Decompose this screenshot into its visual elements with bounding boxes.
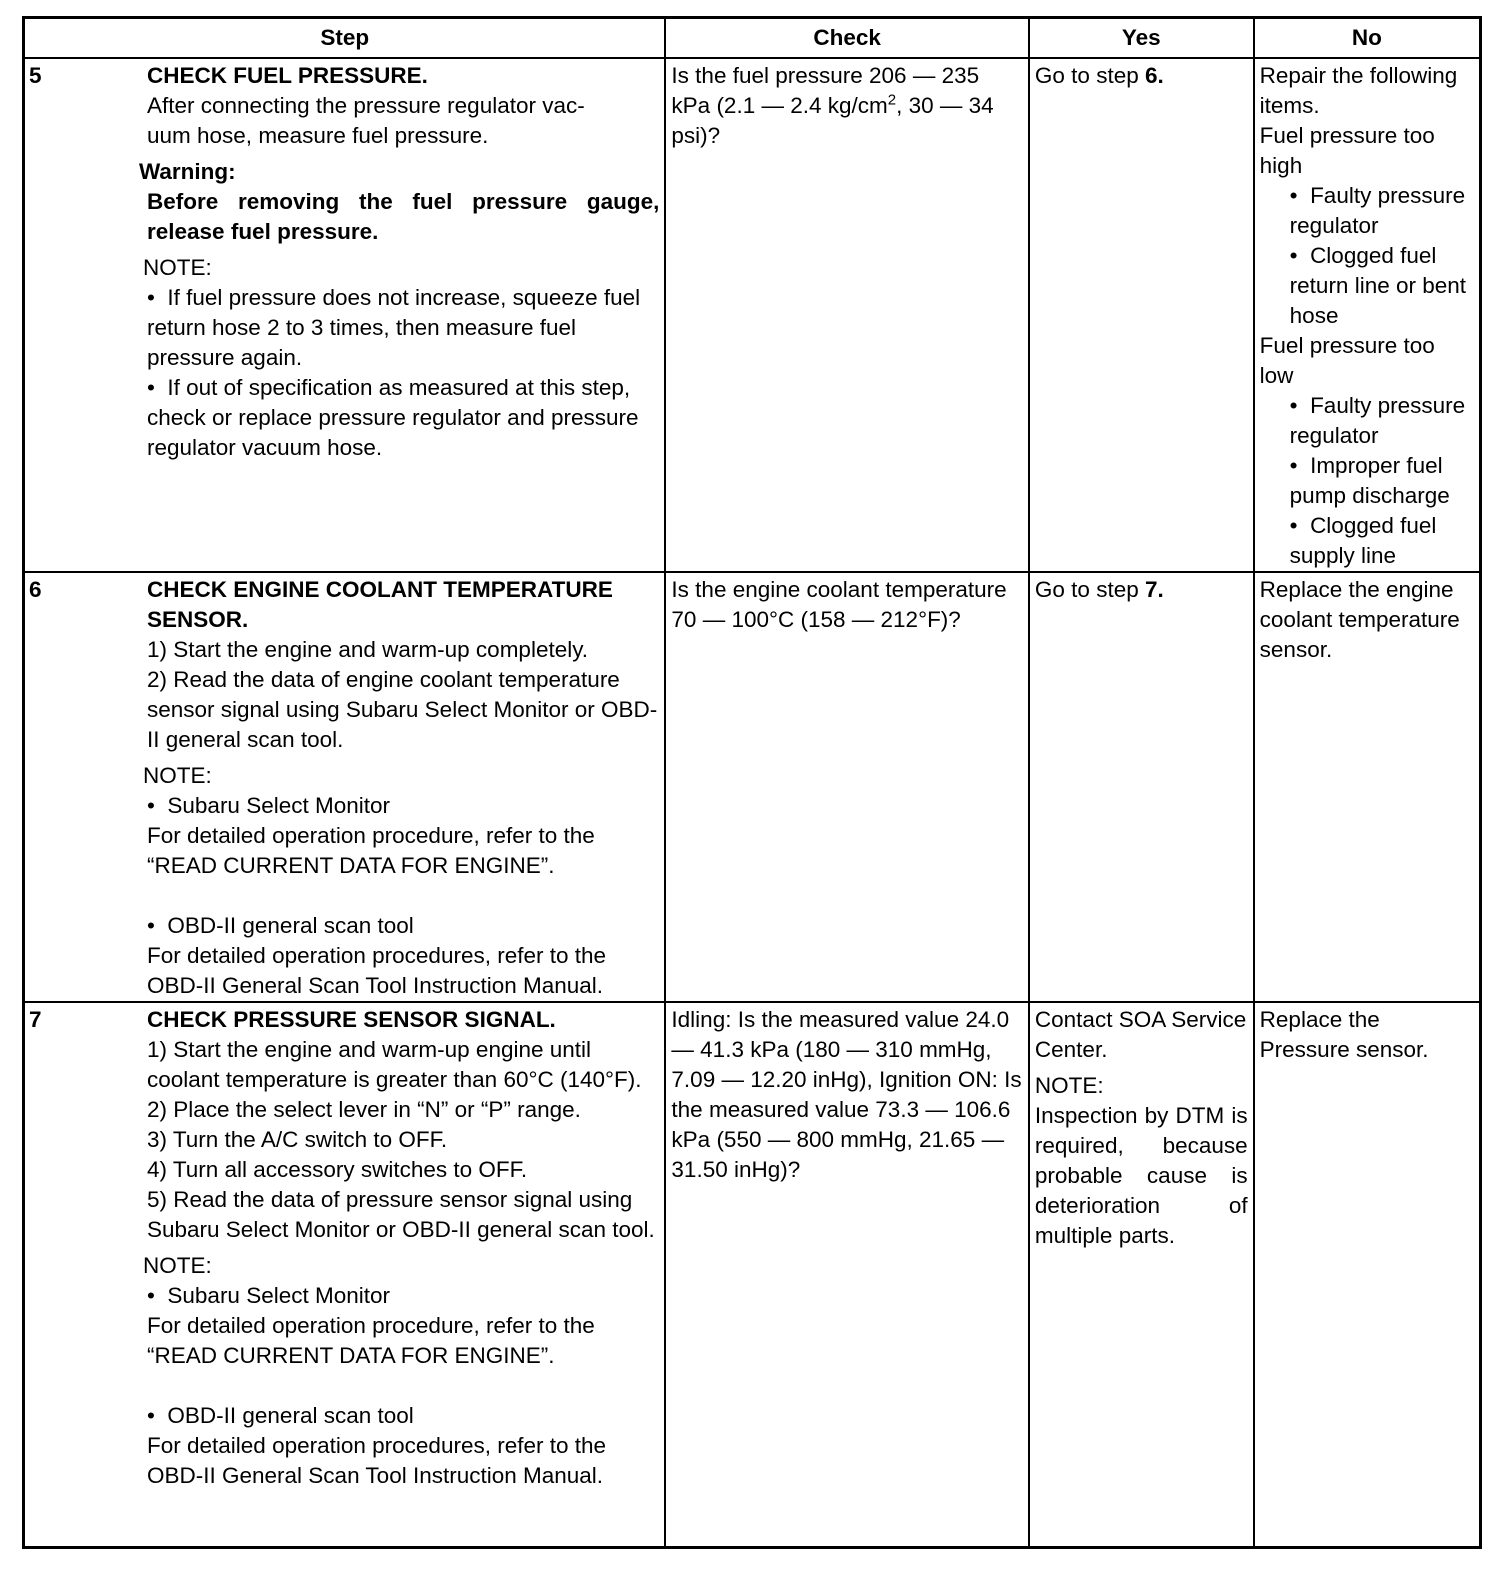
- procedure-step: 4) Turn all accessory switches to OFF.: [147, 1157, 528, 1182]
- check-cell: Idling: Is the measured value 24.0 — 41.3 kPa (180 — 310 mmHg, 7.09 — 12.20 inHg), Ignition ON: Is the measured value 73.3 — 106.6 kPa (550 — 800 mmHg, 21.65 — 31.50 inHg)?: [665, 1002, 1028, 1548]
- step-cell: [24, 572, 666, 1002]
- procedure-step: 5) Read the data of pressure sensor signal using Subaru Select Monitor or OBD-II general scan tool.: [147, 1187, 655, 1242]
- check-superscript: 2: [887, 91, 897, 109]
- step-intro-line: uum hose, measure fuel pressure.: [147, 123, 489, 148]
- procedure-step: 2) Read the data of engine coolant temperature sensor signal using Subaru Select Monitor or OBD-II general scan tool.: [147, 667, 658, 752]
- note-bullet: • OBD-II general scan tool: [147, 1401, 659, 1431]
- no-item: • Faulty pressure regulator: [1260, 181, 1474, 241]
- yes-note-text: Inspection by DTM is required, because probable cause is deterioration of multiple parts.: [1034, 1103, 1248, 1248]
- no-item: • Clogged fuel return line or bent hose: [1260, 241, 1474, 331]
- no-item: • Faulty pressure regulator: [1260, 391, 1474, 451]
- no-item: • Improper fuel pump discharge: [1260, 451, 1474, 511]
- yes-cell: [1029, 1002, 1254, 1548]
- diagnostic-table-container: [22, 16, 1482, 1549]
- step-title: CHECK FUEL PRESSURE.: [147, 63, 428, 88]
- procedure-step: 3) Turn the A/C switch to OFF.: [147, 1127, 448, 1152]
- header-yes: Yes: [1029, 18, 1254, 59]
- step-cell: [24, 1002, 666, 1548]
- procedure-step: 1) Start the engine and warm-up engine until coolant temperature is greater than 60°C (140°F).: [147, 1037, 642, 1092]
- check-cell: [665, 58, 1028, 572]
- step-cell: [24, 58, 666, 572]
- yes-text: Contact SOA Service Center.: [1034, 1007, 1247, 1062]
- note-text: For detailed operation procedures, refer to the OBD-II General Scan Tool Instruction Manual.: [147, 943, 607, 998]
- step-number: 5: [29, 63, 42, 88]
- step-number: 7: [29, 1007, 42, 1032]
- yes-note-title: NOTE:: [1034, 1073, 1104, 1098]
- yes-text: Go to step: [1034, 577, 1145, 602]
- table-row: [24, 572, 1481, 1002]
- no-subheading: Fuel pressure too low: [1259, 333, 1435, 388]
- no-cell: Replace the engine coolant temperature sensor.: [1254, 572, 1481, 1002]
- step-intro-line: After connecting the pressure regulator vac-: [147, 93, 585, 118]
- note-bullet: • Subaru Select Monitor: [147, 791, 659, 821]
- note-bullet: • OBD-II general scan tool: [147, 911, 659, 941]
- check-cell: Is the engine coolant temperature 70 — 100°C (158 — 212°F)?: [665, 572, 1028, 1002]
- note-bullet: • Subaru Select Monitor: [147, 1281, 659, 1311]
- warning-title: Warning:: [139, 159, 236, 184]
- warning-text: Before removing the fuel pressure gauge, release fuel pressure.: [147, 189, 660, 244]
- note-text: For detailed operation procedure, refer to the “READ CURRENT DATA FOR ENGINE”.: [147, 823, 595, 878]
- no-item: • Clogged fuel supply line: [1260, 511, 1474, 571]
- note-bullet: • If fuel pressure does not increase, squeeze fuel return hose 2 to 3 times, then measure fuel pressure again.: [147, 283, 659, 373]
- yes-text: Go to step: [1034, 63, 1145, 88]
- step-number: 6: [29, 577, 42, 602]
- yes-step-ref: 7.: [1144, 577, 1164, 602]
- yes-cell: [1029, 572, 1254, 1002]
- header-check: Check: [665, 18, 1028, 59]
- diagnostic-table: [22, 16, 1482, 1549]
- note-text: For detailed operation procedures, refer to the OBD-II General Scan Tool Instruction Manual.: [147, 1433, 607, 1488]
- header-no: No: [1254, 18, 1481, 59]
- note-title: NOTE:: [143, 255, 212, 280]
- table-header-row: [24, 18, 1481, 59]
- no-cell: Replace the Pressure sensor.: [1254, 1002, 1481, 1548]
- note-title: NOTE:: [143, 1253, 212, 1278]
- check-text: Is the fuel pressure 206 — 235 kPa (2.1 — 2.4 kg/cm: [671, 63, 980, 118]
- note-title: NOTE:: [143, 763, 212, 788]
- note-bullet: • If out of specification as measured at this step, check or replace pressure regulator and pressure regulator vacuum hose.: [147, 373, 659, 463]
- procedure-step: 2) Place the select lever in “N” or “P” range.: [147, 1097, 581, 1122]
- yes-cell: [1029, 58, 1254, 572]
- step-title: CHECK PRESSURE SENSOR SIGNAL.: [147, 1007, 556, 1032]
- table-row: [24, 58, 1481, 572]
- spacer: [147, 881, 659, 911]
- yes-step-ref: 6.: [1144, 63, 1164, 88]
- check-text-end: , 30 — 34 psi)?: [671, 93, 994, 148]
- step-title: CHECK ENGINE COOLANT TEMPERATURE SENSOR.: [147, 577, 613, 632]
- no-subheading: Fuel pressure too high: [1259, 123, 1435, 178]
- header-step: Step: [24, 18, 666, 59]
- no-intro: Repair the following items.: [1259, 63, 1458, 118]
- table-row: [24, 1002, 1481, 1548]
- no-cell: [1254, 58, 1481, 572]
- spacer: [147, 1371, 659, 1401]
- procedure-step: 1) Start the engine and warm-up completely.: [147, 637, 589, 662]
- note-text: For detailed operation procedure, refer to the “READ CURRENT DATA FOR ENGINE”.: [147, 1313, 595, 1368]
